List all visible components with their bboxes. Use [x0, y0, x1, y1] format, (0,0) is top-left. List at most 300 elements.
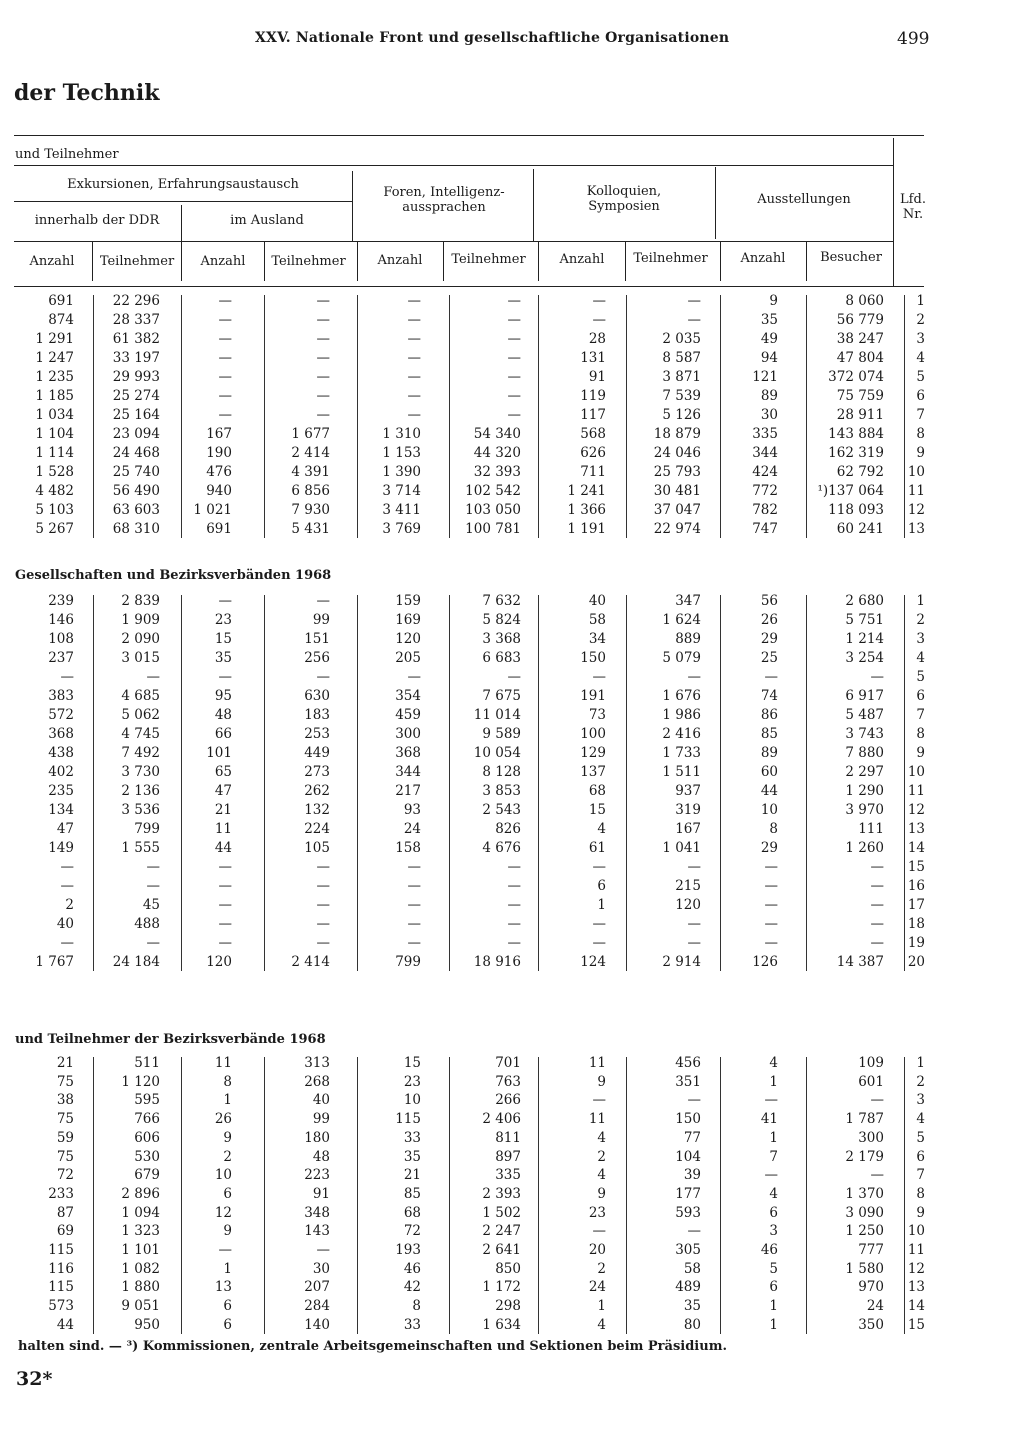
row-number: 13 — [907, 521, 925, 537]
table-cell: 2 680 — [845, 593, 884, 609]
col-header-anzahl: Anzahl — [200, 254, 246, 269]
table-row — [0, 688, 1024, 707]
table-cell: 9 — [223, 1223, 232, 1240]
table-cell: 102 542 — [465, 483, 521, 499]
table-cell: 48 — [214, 707, 232, 723]
row-number: 11 — [907, 783, 925, 799]
table-cell: 46 — [403, 1260, 421, 1277]
header-excursions: Exkursionen, Erfahrungsaustausch — [67, 177, 299, 192]
row-number: 1 — [916, 1055, 925, 1071]
table-cell: — — [507, 350, 521, 366]
page-number: 499 — [897, 29, 930, 49]
table-cell: — — [507, 669, 521, 685]
table-cell: — — [592, 669, 606, 685]
table-cell: 3 090 — [845, 1204, 884, 1221]
table-cell: 120 — [395, 631, 421, 647]
table-cell: 1 041 — [662, 840, 701, 856]
table-cell: — — [316, 878, 330, 894]
table-cell: 49 — [760, 331, 778, 347]
table-cell: 766 — [134, 1111, 160, 1128]
table-cell: 1 — [597, 897, 606, 913]
table-cell: 5 062 — [121, 707, 160, 723]
table-cell: 6 — [223, 1185, 232, 1202]
table-cell: 1 366 — [567, 502, 606, 518]
table-cell: — — [507, 935, 521, 951]
table-cell: — — [316, 916, 330, 932]
table-cell: 119 — [580, 388, 606, 404]
table-cell: — — [764, 878, 778, 894]
table-cell: 772 — [752, 483, 778, 499]
table-cell: 75 — [56, 1148, 74, 1165]
table-cell: 368 — [395, 745, 421, 761]
table-cell: — — [507, 312, 521, 328]
table-cell: 23 — [588, 1204, 606, 1221]
table-cell: 120 — [206, 954, 232, 970]
table-cell: — — [687, 859, 701, 875]
table-cell: 601 — [858, 1073, 884, 1090]
table-row — [0, 1092, 1024, 1111]
row-number: 5 — [916, 369, 925, 385]
table-cell: 59 — [56, 1129, 74, 1146]
table-cell: 1 185 — [35, 388, 74, 404]
table-cell: 1 291 — [35, 331, 74, 347]
table-row — [0, 1261, 1024, 1280]
table-cell: — — [764, 916, 778, 932]
table-cell: 2 — [65, 897, 74, 913]
table-cell: 8 — [223, 1073, 232, 1090]
table-row — [0, 859, 1024, 878]
footnote: halten sind. — ³) Kommissionen, zentrale Arbeitsgemeinschaften und Sektionen beim Präsidium. — [18, 1339, 727, 1354]
table-cell: 167 — [206, 426, 232, 442]
table-cell: 630 — [304, 688, 330, 704]
table-cell: — — [507, 331, 521, 347]
table-row — [0, 802, 1024, 821]
table-cell: 459 — [395, 707, 421, 723]
table-cell: — — [218, 331, 232, 347]
table-cell: — — [507, 407, 521, 423]
table-cell: 3 254 — [845, 650, 884, 666]
table-cell: 20 — [588, 1242, 606, 1258]
table-cell: 1 235 — [35, 369, 74, 385]
table-cell: 874 — [48, 312, 74, 328]
table-cell: — — [316, 593, 330, 609]
table-cell: — — [60, 669, 74, 685]
table-cell: — — [316, 312, 330, 328]
table-cell: 300 — [858, 1129, 884, 1146]
table-cell: 298 — [495, 1298, 521, 1315]
table-cell: 1 880 — [121, 1279, 160, 1296]
table-cell: 3 714 — [382, 483, 421, 499]
table-cell: 2 406 — [482, 1111, 521, 1128]
section-heading: und Teilnehmer der Bezirksverbände 1968 — [15, 1032, 326, 1047]
header-colloquia: Kolloquien, Symposien — [586, 184, 662, 214]
table-cell: 354 — [395, 688, 421, 704]
table-cell: — — [687, 935, 701, 951]
table-row — [0, 1149, 1024, 1168]
table-cell: 6 683 — [482, 650, 521, 666]
table-cell: 266 — [495, 1092, 521, 1109]
table-cell: 150 — [580, 650, 606, 666]
table-cell: 86 — [760, 707, 778, 723]
table-cell: 319 — [675, 802, 701, 818]
table-cell: 9 — [597, 1185, 606, 1202]
table-cell: 4 — [597, 1167, 606, 1184]
table-cell: 568 — [580, 426, 606, 442]
table-cell: 8 060 — [845, 293, 884, 309]
table-cell: 305 — [675, 1242, 701, 1258]
table-cell: — — [60, 935, 74, 951]
row-number: 2 — [916, 612, 925, 628]
table-cell: 313 — [304, 1055, 330, 1071]
table-cell: 1 580 — [845, 1260, 884, 1277]
table-cell: 237 — [48, 650, 74, 666]
table-cell: 40 — [312, 1092, 330, 1109]
table-cell: — — [764, 897, 778, 913]
row-number: 1 — [916, 593, 925, 609]
table-cell: — — [407, 407, 421, 423]
table-cell: — — [218, 859, 232, 875]
row-number: 4 — [916, 650, 925, 666]
table-cell: 37 047 — [653, 502, 701, 518]
table-row — [0, 954, 1024, 973]
table-cell: 6 917 — [845, 688, 884, 704]
row-number: 4 — [916, 1111, 925, 1128]
table-cell: 143 884 — [828, 426, 884, 442]
table-cell: 24 — [588, 1279, 606, 1296]
table-cell: 24 046 — [653, 445, 701, 461]
table-cell: 129 — [580, 745, 606, 761]
table-cell: 15 — [214, 631, 232, 647]
table-cell: — — [870, 1167, 884, 1184]
table-row — [0, 1111, 1024, 1130]
table-cell: 1 214 — [845, 631, 884, 647]
table-cell: 5 079 — [662, 650, 701, 666]
table-cell: 4 — [769, 1185, 778, 1202]
table-row — [0, 445, 1024, 464]
table-cell: — — [218, 407, 232, 423]
table-cell: 215 — [675, 878, 701, 894]
table-row — [0, 650, 1024, 669]
table-cell: 24 — [403, 821, 421, 837]
table-cell: 54 340 — [473, 426, 521, 442]
table-cell: 335 — [495, 1167, 521, 1184]
table-cell: — — [592, 916, 606, 932]
table-cell: 1 034 — [35, 407, 74, 423]
header-lfd-nr: Lfd. Nr. — [900, 192, 926, 222]
table-cell: 24 184 — [112, 954, 160, 970]
table-row — [0, 783, 1024, 802]
table-cell: 41 — [760, 1111, 778, 1128]
table-cell: 711 — [580, 464, 606, 480]
table-row — [0, 293, 1024, 312]
table-cell: 35 — [214, 650, 232, 666]
table-row — [0, 1317, 1024, 1336]
table-cell: 143 — [304, 1223, 330, 1240]
table-cell: 7 930 — [291, 502, 330, 518]
table-cell: 3 015 — [121, 650, 160, 666]
table-cell: 970 — [858, 1279, 884, 1296]
header-exhibitions: Ausstellungen — [757, 192, 851, 207]
table-cell: 191 — [580, 688, 606, 704]
table-cell: 1 — [769, 1129, 778, 1146]
table-cell: — — [764, 935, 778, 951]
table-cell: 3 743 — [845, 726, 884, 742]
table-cell: 116 — [48, 1260, 74, 1277]
table-cell: 132 — [304, 802, 330, 818]
table-cell: 63 603 — [112, 502, 160, 518]
table-cell: — — [218, 593, 232, 609]
table-cell: — — [218, 935, 232, 951]
table-cell: 5 824 — [482, 612, 521, 628]
table-cell: 118 093 — [828, 502, 884, 518]
table-cell: 1 677 — [291, 426, 330, 442]
table-cell: 10 — [760, 802, 778, 818]
table-cell: 335 — [752, 426, 778, 442]
table-cell: — — [592, 935, 606, 951]
table-cell: 1 260 — [845, 840, 884, 856]
table-cell: 4 685 — [121, 688, 160, 704]
row-number: 12 — [907, 1260, 925, 1277]
table-cell: 3 536 — [121, 802, 160, 818]
table-cell: 99 — [312, 612, 330, 628]
row-number: 14 — [907, 1298, 925, 1315]
table-cell: 1 153 — [382, 445, 421, 461]
row-number: 2 — [916, 312, 925, 328]
table-cell: 10 054 — [473, 745, 521, 761]
table-cell: 85 — [403, 1185, 421, 1202]
table-cell: — — [316, 897, 330, 913]
table-cell: 1 733 — [662, 745, 701, 761]
table-cell: 3 411 — [382, 502, 421, 518]
table-cell: 177 — [675, 1185, 701, 1202]
table-cell: 3 853 — [482, 783, 521, 799]
table-cell: 75 759 — [836, 388, 884, 404]
table-cell: 115 — [395, 1111, 421, 1128]
table-cell: 2 297 — [845, 764, 884, 780]
table-cell: 1 528 — [35, 464, 74, 480]
table-cell: — — [407, 916, 421, 932]
section-heading: Gesellschaften und Bezirksverbänden 1968 — [15, 568, 332, 583]
table-cell: 124 — [580, 954, 606, 970]
table-cell: 44 — [760, 783, 778, 799]
table-cell: 100 — [580, 726, 606, 742]
table-cell: 9 051 — [121, 1298, 160, 1315]
table-cell: — — [764, 1167, 778, 1184]
table-cell: 8 — [769, 821, 778, 837]
table-cell: 193 — [395, 1242, 421, 1258]
table-cell: 4 — [597, 1129, 606, 1146]
table-cell: 44 — [214, 840, 232, 856]
row-number: 7 — [916, 1167, 925, 1184]
table-cell: 94 — [760, 350, 778, 366]
table-cell: 1 390 — [382, 464, 421, 480]
table-cell: 2 839 — [121, 593, 160, 609]
table-cell: 39 — [683, 1167, 701, 1184]
table-cell: 62 792 — [836, 464, 884, 480]
table-cell: 46 — [760, 1242, 778, 1258]
table-cell: 72 — [403, 1223, 421, 1240]
table-cell: 45 — [142, 897, 160, 913]
table-cell: — — [870, 1092, 884, 1109]
table-row — [0, 331, 1024, 350]
table-cell: 4 — [597, 821, 606, 837]
table-cell: 239 — [48, 593, 74, 609]
table-cell: 33 — [403, 1316, 421, 1333]
table-cell: 1 241 — [567, 483, 606, 499]
table-cell: 1 114 — [35, 445, 74, 461]
table-cell: 14 387 — [836, 954, 884, 970]
table-cell: — — [407, 331, 421, 347]
table-cell: 476 — [206, 464, 232, 480]
table-cell: 372 074 — [828, 369, 884, 385]
table-cell: 23 094 — [112, 426, 160, 442]
table-cell: 9 — [223, 1129, 232, 1146]
table-cell: 29 993 — [112, 369, 160, 385]
table-cell: 30 — [760, 407, 778, 423]
table-cell: — — [407, 897, 421, 913]
table-cell: — — [60, 878, 74, 894]
table-cell: ¹)137 064 — [817, 483, 884, 499]
table-cell: — — [592, 1223, 606, 1240]
table-cell: 253 — [304, 726, 330, 742]
table-cell: 21 — [403, 1167, 421, 1184]
table-cell: 456 — [675, 1055, 701, 1071]
table-cell: 1 555 — [121, 840, 160, 856]
table-cell: — — [316, 935, 330, 951]
table-cell: 30 481 — [653, 483, 701, 499]
table-cell: — — [146, 859, 160, 875]
table-row — [0, 1242, 1024, 1261]
table-cell: 93 — [403, 802, 421, 818]
table-cell: 33 197 — [112, 350, 160, 366]
table-cell: 207 — [304, 1279, 330, 1296]
table-cell: 35 — [403, 1148, 421, 1165]
table-cell: 1 511 — [662, 764, 701, 780]
table-cell: 205 — [395, 650, 421, 666]
table-cell: 137 — [580, 764, 606, 780]
table-cell: 13 — [214, 1279, 232, 1296]
col-header-anzahl: Anzahl — [740, 251, 786, 266]
table-cell: 18 916 — [473, 954, 521, 970]
table-cell: 1 191 — [567, 521, 606, 537]
table-cell: 1 986 — [662, 707, 701, 723]
table-cell: 273 — [304, 764, 330, 780]
table-cell: 850 — [495, 1260, 521, 1277]
row-number: 6 — [916, 388, 925, 404]
table-cell: 626 — [580, 445, 606, 461]
table-cell: 6 — [223, 1316, 232, 1333]
table-cell: 150 — [675, 1111, 701, 1128]
table-cell: 1 290 — [845, 783, 884, 799]
table-cell: 9 589 — [482, 726, 521, 742]
table-cell: 268 — [304, 1073, 330, 1090]
table-cell: 3 970 — [845, 802, 884, 818]
table-cell: 777 — [858, 1242, 884, 1258]
table-cell: 183 — [304, 707, 330, 723]
table-cell: 1 250 — [845, 1223, 884, 1240]
table-cell: 121 — [752, 369, 778, 385]
table-cell: — — [687, 1092, 701, 1109]
table-cell: 782 — [752, 502, 778, 518]
table-cell: 897 — [495, 1148, 521, 1165]
table-cell: 2 — [597, 1148, 606, 1165]
table-cell: 77 — [683, 1129, 701, 1146]
table-cell: 25 274 — [112, 388, 160, 404]
table-cell: 72 — [56, 1167, 74, 1184]
table-cell: 2 — [597, 1260, 606, 1277]
table-cell: 65 — [214, 764, 232, 780]
col-header-besucher: Besucher — [820, 250, 882, 265]
table-cell: — — [407, 669, 421, 685]
table-row — [0, 1130, 1024, 1149]
table-cell: 223 — [304, 1167, 330, 1184]
table-cell: 6 856 — [291, 483, 330, 499]
table-cell: 402 — [48, 764, 74, 780]
table-cell: 2 414 — [291, 445, 330, 461]
table-cell: 7 539 — [662, 388, 701, 404]
table-cell: 2 414 — [291, 954, 330, 970]
table-cell: 747 — [752, 521, 778, 537]
table-row — [0, 1298, 1024, 1317]
table-cell: 69 — [56, 1223, 74, 1240]
table-row — [0, 878, 1024, 897]
table-cell: 25 793 — [653, 464, 701, 480]
table-cell: 80 — [683, 1316, 701, 1333]
table-cell: 489 — [675, 1279, 701, 1296]
table-cell: 29 — [760, 840, 778, 856]
table-row — [0, 1205, 1024, 1224]
table-cell: 47 804 — [836, 350, 884, 366]
table-cell: 60 241 — [836, 521, 884, 537]
table-cell: 73 — [588, 707, 606, 723]
table-cell: 180 — [304, 1129, 330, 1146]
table-cell: 347 — [675, 593, 701, 609]
table-row — [0, 350, 1024, 369]
row-number: 9 — [916, 1204, 925, 1221]
table-cell: — — [60, 859, 74, 875]
table-cell: 8 — [412, 1298, 421, 1315]
table-cell: 5 — [769, 1260, 778, 1277]
table-cell: 940 — [206, 483, 232, 499]
table-cell: 7 632 — [482, 593, 521, 609]
col-header-anzahl: Anzahl — [29, 254, 75, 269]
table-cell: — — [146, 878, 160, 894]
table-cell: — — [507, 369, 521, 385]
table-cell: 56 — [760, 593, 778, 609]
table-cell: 15 — [588, 802, 606, 818]
row-number: 11 — [907, 483, 925, 499]
table-cell: 23 — [214, 612, 232, 628]
table-cell: 300 — [395, 726, 421, 742]
table-cell: 101 — [206, 745, 232, 761]
table-cell: 38 — [56, 1092, 74, 1109]
table-cell: 701 — [495, 1055, 521, 1071]
table-cell: 799 — [134, 821, 160, 837]
table-cell: — — [218, 369, 232, 385]
table-cell: 424 — [752, 464, 778, 480]
table-cell: 2 — [223, 1148, 232, 1165]
table-cell: 799 — [395, 954, 421, 970]
table-cell: — — [218, 878, 232, 894]
row-number: 5 — [916, 669, 925, 685]
table-cell: — — [218, 1242, 232, 1258]
table-cell: 75 — [56, 1111, 74, 1128]
row-number: 18 — [907, 916, 925, 932]
table-cell: 58 — [588, 612, 606, 628]
table-cell: 28 911 — [836, 407, 884, 423]
table-cell: 606 — [134, 1129, 160, 1146]
table-cell: 826 — [495, 821, 521, 837]
